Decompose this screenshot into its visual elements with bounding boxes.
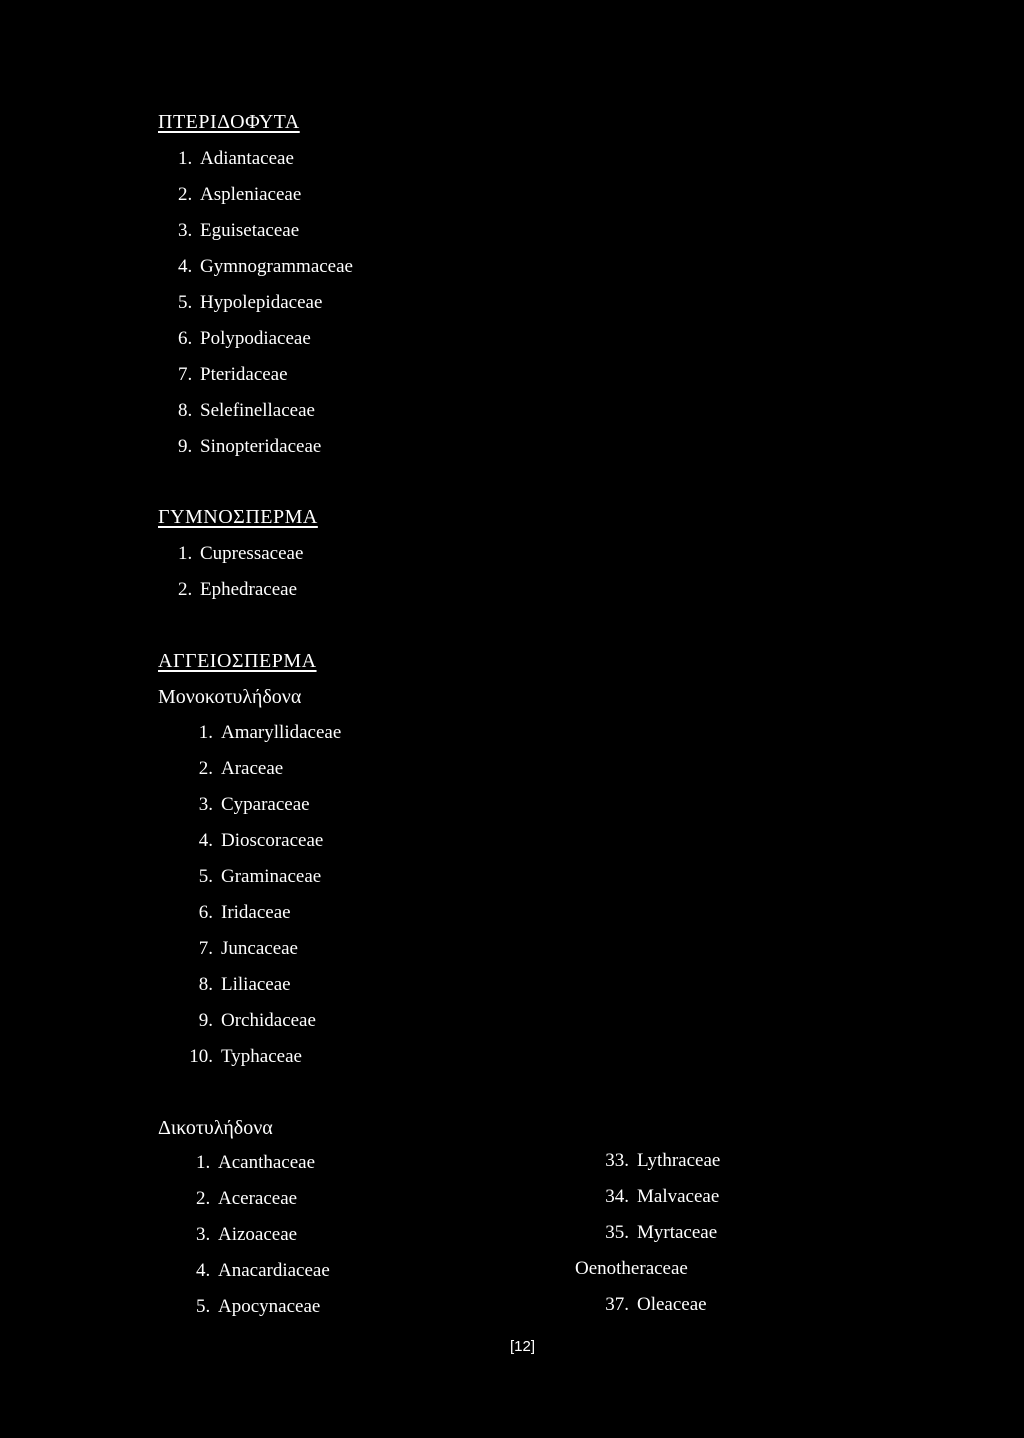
list-item-number: 3.: [196, 1224, 211, 1245]
list-item: [180, 895, 341, 931]
list-item: [180, 823, 341, 859]
list-item-name: Aceraceae: [218, 1188, 298, 1209]
list-item: [196, 1181, 330, 1217]
list-item: [575, 1179, 720, 1215]
list-item-name: Oleaceae: [637, 1294, 707, 1315]
dicots-left-list: [196, 1145, 330, 1325]
list-item-name: Dioscoraceae: [221, 830, 324, 851]
list-item: [575, 1143, 720, 1179]
list-item: [575, 1251, 720, 1287]
monocots-label: Μονοκοτυλήδονα: [158, 686, 302, 708]
list-item: [178, 321, 353, 357]
list-item-number: 5.: [196, 1296, 211, 1317]
list-item-name: Orchidaceae: [221, 1010, 316, 1031]
list-item-number: 3.: [198, 794, 213, 815]
list-item-number: 9.: [198, 1010, 213, 1031]
pteridophyta-list: [178, 141, 353, 465]
list-item: [178, 213, 353, 249]
dicots-right-list: [575, 1143, 720, 1323]
list-item-number: 1.: [196, 1152, 211, 1173]
list-item: [575, 1215, 720, 1251]
list-item-name: Oenotheraceae: [575, 1258, 688, 1279]
list-item-name: Anacardiaceae: [218, 1260, 330, 1281]
list-item: [575, 1287, 720, 1323]
list-item: [180, 787, 341, 823]
list-item: [178, 572, 303, 608]
list-item: [178, 357, 353, 393]
list-item-name: Sinopteridaceae: [200, 436, 322, 457]
list-item-name: Amaryllidaceae: [221, 722, 342, 743]
dicots-label: Δικοτυλήδονα: [158, 1117, 273, 1139]
list-item: [180, 859, 341, 895]
list-item-number: 35.: [605, 1222, 629, 1243]
page-number: [12]: [510, 1338, 536, 1355]
list-item: [178, 285, 353, 321]
list-item: [196, 1217, 330, 1253]
list-item-name: Acanthaceae: [218, 1152, 316, 1173]
list-item-number: 3.: [178, 220, 193, 241]
list-item-number: 4.: [178, 256, 193, 277]
list-item-name: Myrtaceae: [637, 1222, 718, 1243]
list-item-name: Aspleniaceae: [200, 184, 302, 205]
list-item: [178, 429, 353, 465]
list-item-number: 7.: [198, 938, 213, 959]
list-item-name: Cupressaceae: [200, 543, 304, 564]
list-item-name: Cyparaceae: [221, 794, 310, 815]
gymnosperms-heading: ΓΥΜΝΟΣΠΕΡΜΑ: [158, 506, 318, 528]
list-item-name: Gymnogrammaceae: [200, 256, 353, 277]
list-item: [180, 931, 341, 967]
list-item: [180, 715, 341, 751]
list-item: [180, 1039, 341, 1075]
list-item-number: 5.: [198, 866, 213, 887]
list-item-number: 34.: [605, 1186, 629, 1207]
list-item: [180, 967, 341, 1003]
list-item: [196, 1253, 330, 1289]
list-item-number: 1.: [198, 722, 213, 743]
list-item-number: 1.: [178, 148, 193, 169]
list-item-number: 7.: [178, 364, 193, 385]
list-item-number: 6.: [178, 328, 193, 349]
list-item: [178, 249, 353, 285]
list-item-name: Pteridaceae: [200, 364, 288, 385]
list-item-name: Graminaceae: [221, 866, 322, 887]
list-item-number: 4.: [196, 1260, 211, 1281]
list-item-number: 4.: [198, 830, 213, 851]
list-item-name: Hypolepidaceae: [200, 292, 323, 313]
list-item-number: 6.: [198, 902, 213, 923]
list-item: [196, 1289, 330, 1325]
list-item-number: 2.: [178, 579, 193, 600]
list-item: [196, 1145, 330, 1181]
monocots-list: [180, 715, 341, 1075]
pteridophyta-heading: ΠΤΕΡΙΔΟΦΥΤΑ: [158, 111, 300, 133]
list-item-number: 5.: [178, 292, 193, 313]
list-item-name: Adiantaceae: [200, 148, 294, 169]
list-item-number: 8.: [198, 974, 213, 995]
list-item-number: 8.: [178, 400, 193, 421]
angiosperms-heading: ΑΓΓΕΙΟΣΠΕΡΜΑ: [158, 650, 317, 672]
list-item-number: 10.: [189, 1046, 213, 1067]
list-item: [178, 141, 353, 177]
list-item-name: Typhaceae: [221, 1046, 302, 1067]
list-item-name: Aizoaceae: [218, 1224, 298, 1245]
list-item-number: 2.: [198, 758, 213, 779]
list-item-name: Polypodiaceae: [200, 328, 311, 349]
list-item: [180, 1003, 341, 1039]
list-item-number: 9.: [178, 436, 193, 457]
list-item: [178, 177, 353, 213]
list-item-number: 1.: [178, 543, 193, 564]
list-item-name: Araceae: [221, 758, 284, 779]
list-item-name: Apocynaceae: [218, 1296, 321, 1317]
list-item-number: 2.: [196, 1188, 211, 1209]
list-item-name: Eguisetaceae: [200, 220, 300, 241]
list-item-name: Liliaceae: [221, 974, 291, 995]
list-item: [178, 536, 303, 572]
list-item: [180, 751, 341, 787]
list-item-name: Lythraceae: [637, 1150, 721, 1171]
gymnosperms-list: [178, 536, 303, 608]
list-item-name: Ephedraceae: [200, 579, 298, 600]
list-item-number: 37.: [605, 1294, 629, 1315]
list-item-number: 33.: [605, 1150, 629, 1171]
list-item-number: 2.: [178, 184, 193, 205]
list-item-name: Malvaceae: [637, 1186, 720, 1207]
list-item-name: Selefinellaceae: [200, 400, 315, 421]
list-item-name: Iridaceae: [221, 902, 291, 923]
list-item: [178, 393, 353, 429]
list-item-name: Juncaceae: [221, 938, 298, 959]
